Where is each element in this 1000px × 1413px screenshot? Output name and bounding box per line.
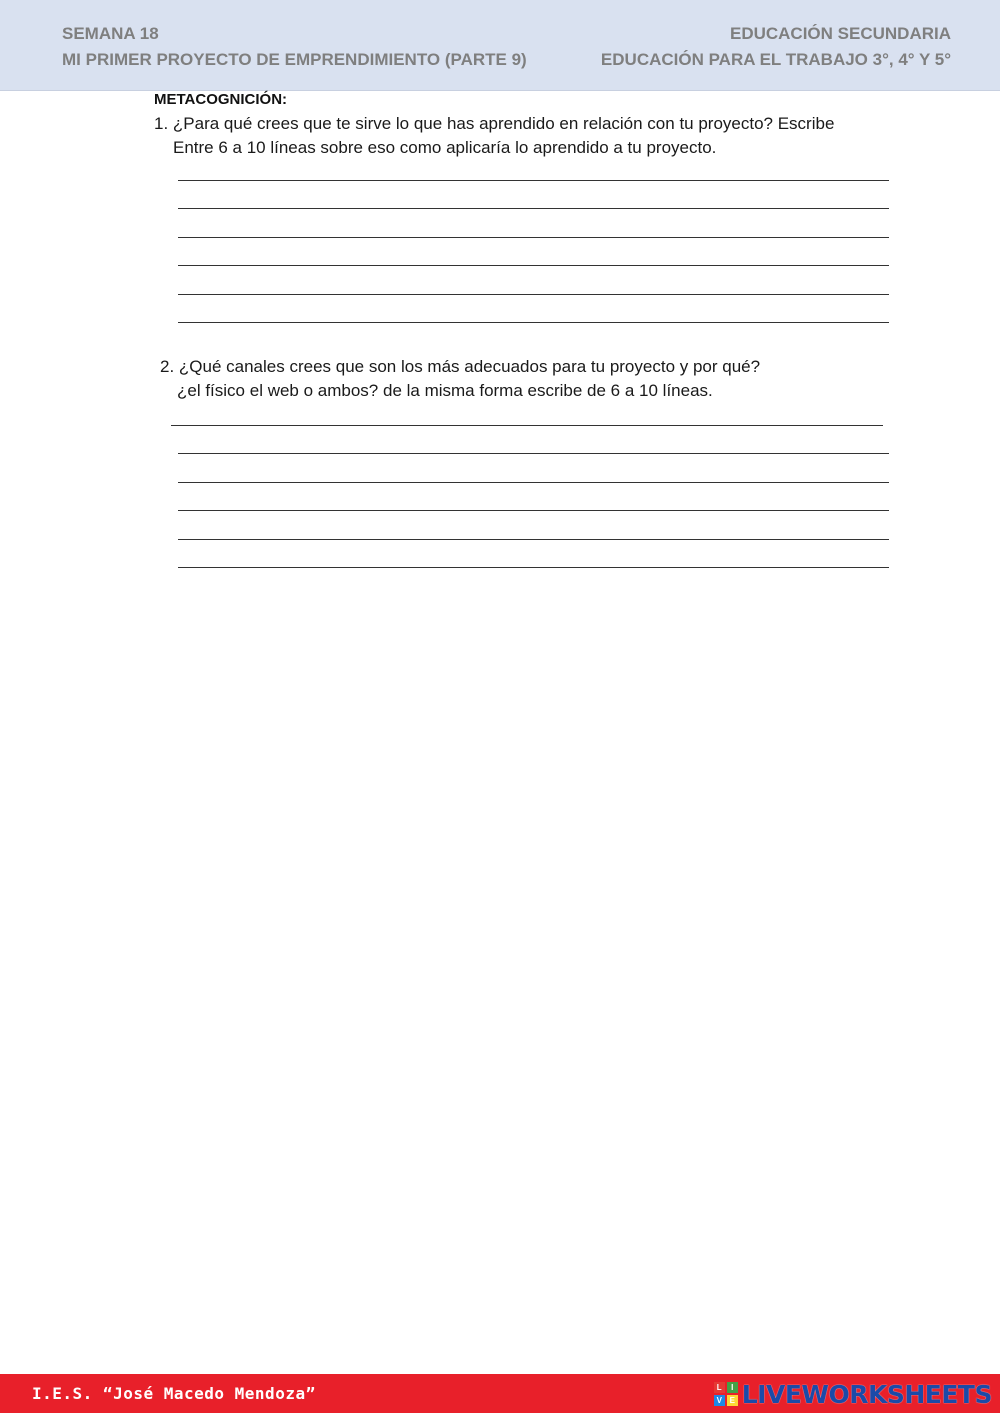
answer-2-line-5[interactable] <box>178 539 889 540</box>
answer-2-line-2[interactable] <box>178 453 889 454</box>
education-level: EDUCACIÓN SECUNDARIA <box>729 24 951 43</box>
school-name: I.E.S. “José Macedo Mendoza” <box>32 1384 316 1403</box>
answer-2-line-3[interactable] <box>178 482 889 483</box>
course-grades: EDUCACIÓN PARA EL TRABAJO 3°, 4° Y 5° <box>600 50 951 69</box>
answer-1-line-6[interactable] <box>178 322 889 323</box>
logo-letter: E <box>727 1395 738 1406</box>
answer-2-line-1[interactable] <box>171 425 883 426</box>
logo-wordmark: LIVEWORKSHEETS <box>741 1379 992 1409</box>
logo-letter: V <box>714 1395 725 1406</box>
answer-1-line-3[interactable] <box>178 237 889 238</box>
section-title: METACOGNICIÓN: <box>154 91 288 108</box>
answer-1-line-5[interactable] <box>178 294 889 295</box>
page-footer <box>0 1374 1000 1413</box>
answer-1-line-4[interactable] <box>178 265 889 266</box>
logo-letter: I <box>727 1382 738 1393</box>
answer-1-line-2[interactable] <box>178 208 889 209</box>
question-2-line-2: ¿el físico el web o ambos? de la misma forma escribe de 6 a 10 líneas. <box>177 381 713 400</box>
project-title: MI PRIMER PROYECTO DE EMPRENDIMIENTO (PARTE 9) <box>62 50 527 69</box>
question-2-line-1: 2. ¿Qué canales crees que son los más adecuados para tu proyecto y por qué? <box>160 357 761 376</box>
liveworksheets-logo[interactable] <box>714 1380 992 1408</box>
week-label: SEMANA 18 <box>62 24 159 43</box>
answer-1-line-1[interactable] <box>178 180 889 181</box>
page-header <box>0 0 1000 91</box>
question-1-line-1: 1. ¿Para qué crees que te sirve lo que has aprendido en relación con tu proyecto? Escribe <box>154 114 835 133</box>
logo-grid-icon <box>714 1382 738 1406</box>
logo-letter: L <box>714 1382 725 1393</box>
answer-2-line-4[interactable] <box>178 510 889 511</box>
answer-2-line-6[interactable] <box>178 567 889 568</box>
question-1-line-2: Entre 6 a 10 líneas sobre eso como aplicaría lo aprendido a tu proyecto. <box>173 138 717 157</box>
